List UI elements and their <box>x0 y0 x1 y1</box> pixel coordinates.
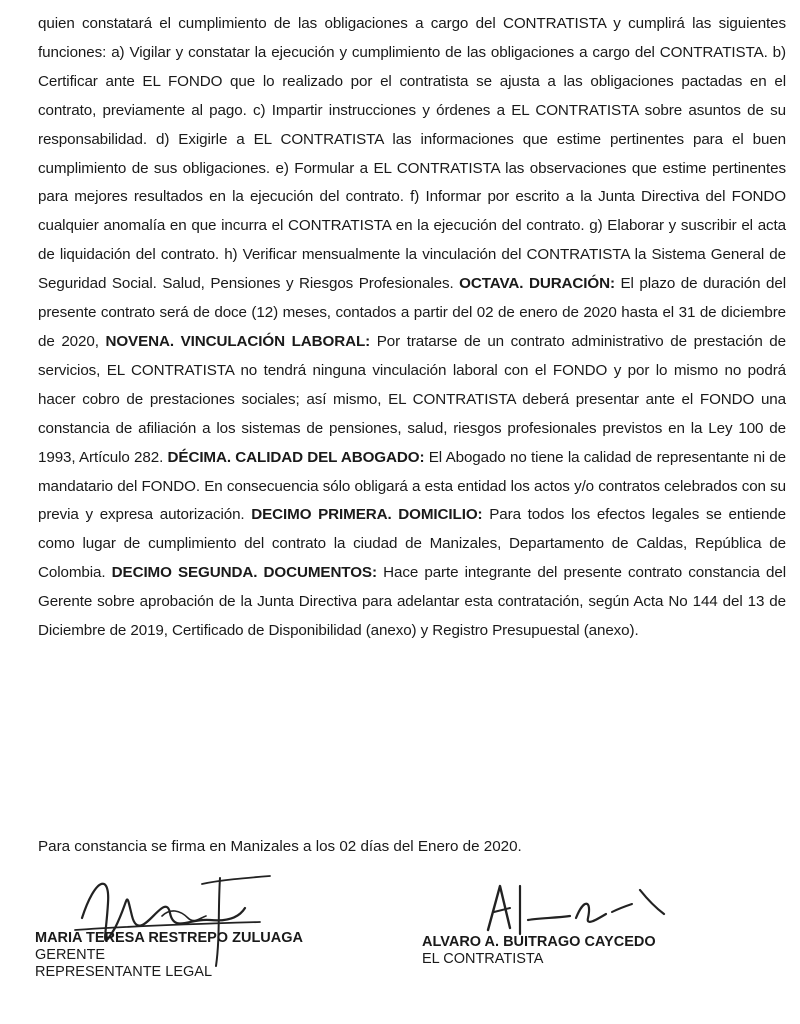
clause-seventh-continuation: quien constatará el cumplimiento de las obligaciones a cargo del CONTRATISTA y cumplirá las siguientes funciones: a) Vigilar y constatar la ejecución y cumplimiento de las obligaciones a cargo del CONTRATISTA. b) Certificar ante EL FONDO que lo realizado por el contratista se ajusta a las obligaciones pactadas en el contrato, previamente al pago. c) Impartir instrucciones y órdenes a EL CONTRATISTA sobre asuntos de su responsabilidad. d) Exigirle a EL CONTRATISTA las informaciones que estime pertinentes para el buen cumplimiento de sus obligaciones. e) Formular a EL CONTRATISTA las observaciones que estime pertinentes para mejores resultados en la ejecución del contrato. f) Informar por escrito a la Junta Directiva del FONDO cualquier anomalía en que incurra el CONTRATISTA en la ejecución del contrato. g) Elaborar y suscribir el acta de liquidación del contrato. h) Verificar mensualmente la vinculación del CONTRATISTA la Sistema General de Seguridad Social. Salud, Pensiones y Riesgos Profesionales. <box>38 15 786 293</box>
signer-left-name: MARIA TERESA RESTREPO ZULUAGA <box>35 930 303 946</box>
clause-tenth-text: El Abogado no tiene la calidad de representante ni de mandatario del FONDO. En consecuencia sólo obligará a esta entidad los actos y/o contratos celebrados con su previa y expresa autorización. <box>38 448 786 524</box>
clause-tenth-heading: DÉCIMA. CALIDAD DEL ABOGADO: <box>167 448 425 466</box>
signer-right-role: EL CONTRATISTA <box>422 951 544 967</box>
contract-body <box>38 10 786 646</box>
signature-block-left <box>35 930 303 981</box>
signature-block-right <box>422 934 656 968</box>
clause-eighth-heading: OCTAVA. DURACIÓN: <box>459 275 615 293</box>
closing-statement: Para constancia se firma en Manizales a los 02 días del Enero de 2020. <box>38 838 522 855</box>
clause-eleventh-heading: DECIMO PRIMERA. DOMICILIO: <box>251 506 483 524</box>
signature-right-image <box>480 878 680 938</box>
clause-twelfth-text: Hace parte integrante del presente contrato constancia del Gerente sobre aprobación de la Junta Directiva para adelantar esta contratación, según Acta No 144 del 13 de Diciembre de 2019, Certificado de Disponibilidad (anexo) y Registro Presupuestal (anexo). <box>38 564 787 640</box>
clause-twelfth-heading: DECIMO SEGUNDA. DOCUMENTOS: <box>111 564 377 582</box>
signer-right-name: ALVARO A. BUITRAGO CAYCEDO <box>422 934 656 950</box>
clause-ninth-heading: NOVENA. VINCULACIÓN LABORAL: <box>105 332 371 350</box>
signer-left-role: GERENTE <box>35 947 106 963</box>
signer-left-title: REPRESENTANTE LEGAL <box>35 964 213 980</box>
clause-eighth-text: El plazo de duración del presente contrato será de doce (12) meses, contados a partir del 02 de enero de 2020 hasta el 31 de diciembre de 2020, <box>38 275 786 350</box>
clause-eleventh-text: Para todos los efectos legales se entiende como lugar de cumplimiento del contrato la ciudad de Manizales, Departamento de Caldas, República de Colombia. <box>38 506 786 582</box>
clause-ninth-text: Por tratarse de un contrato administrativo de prestación de servicios, EL CONTRATISTA no tendrá ninguna vinculación laboral con el FONDO y por lo mismo no podrá hacer cobro de prestaciones sociales; así mismo, EL CONTRATISTA deberá presentar ante el FONDO una constancia de afiliación a los sistemas de pensiones, salud, riesgos profesionales previstos en la Ley 100 de 1993, Artículo 282. <box>38 332 786 466</box>
